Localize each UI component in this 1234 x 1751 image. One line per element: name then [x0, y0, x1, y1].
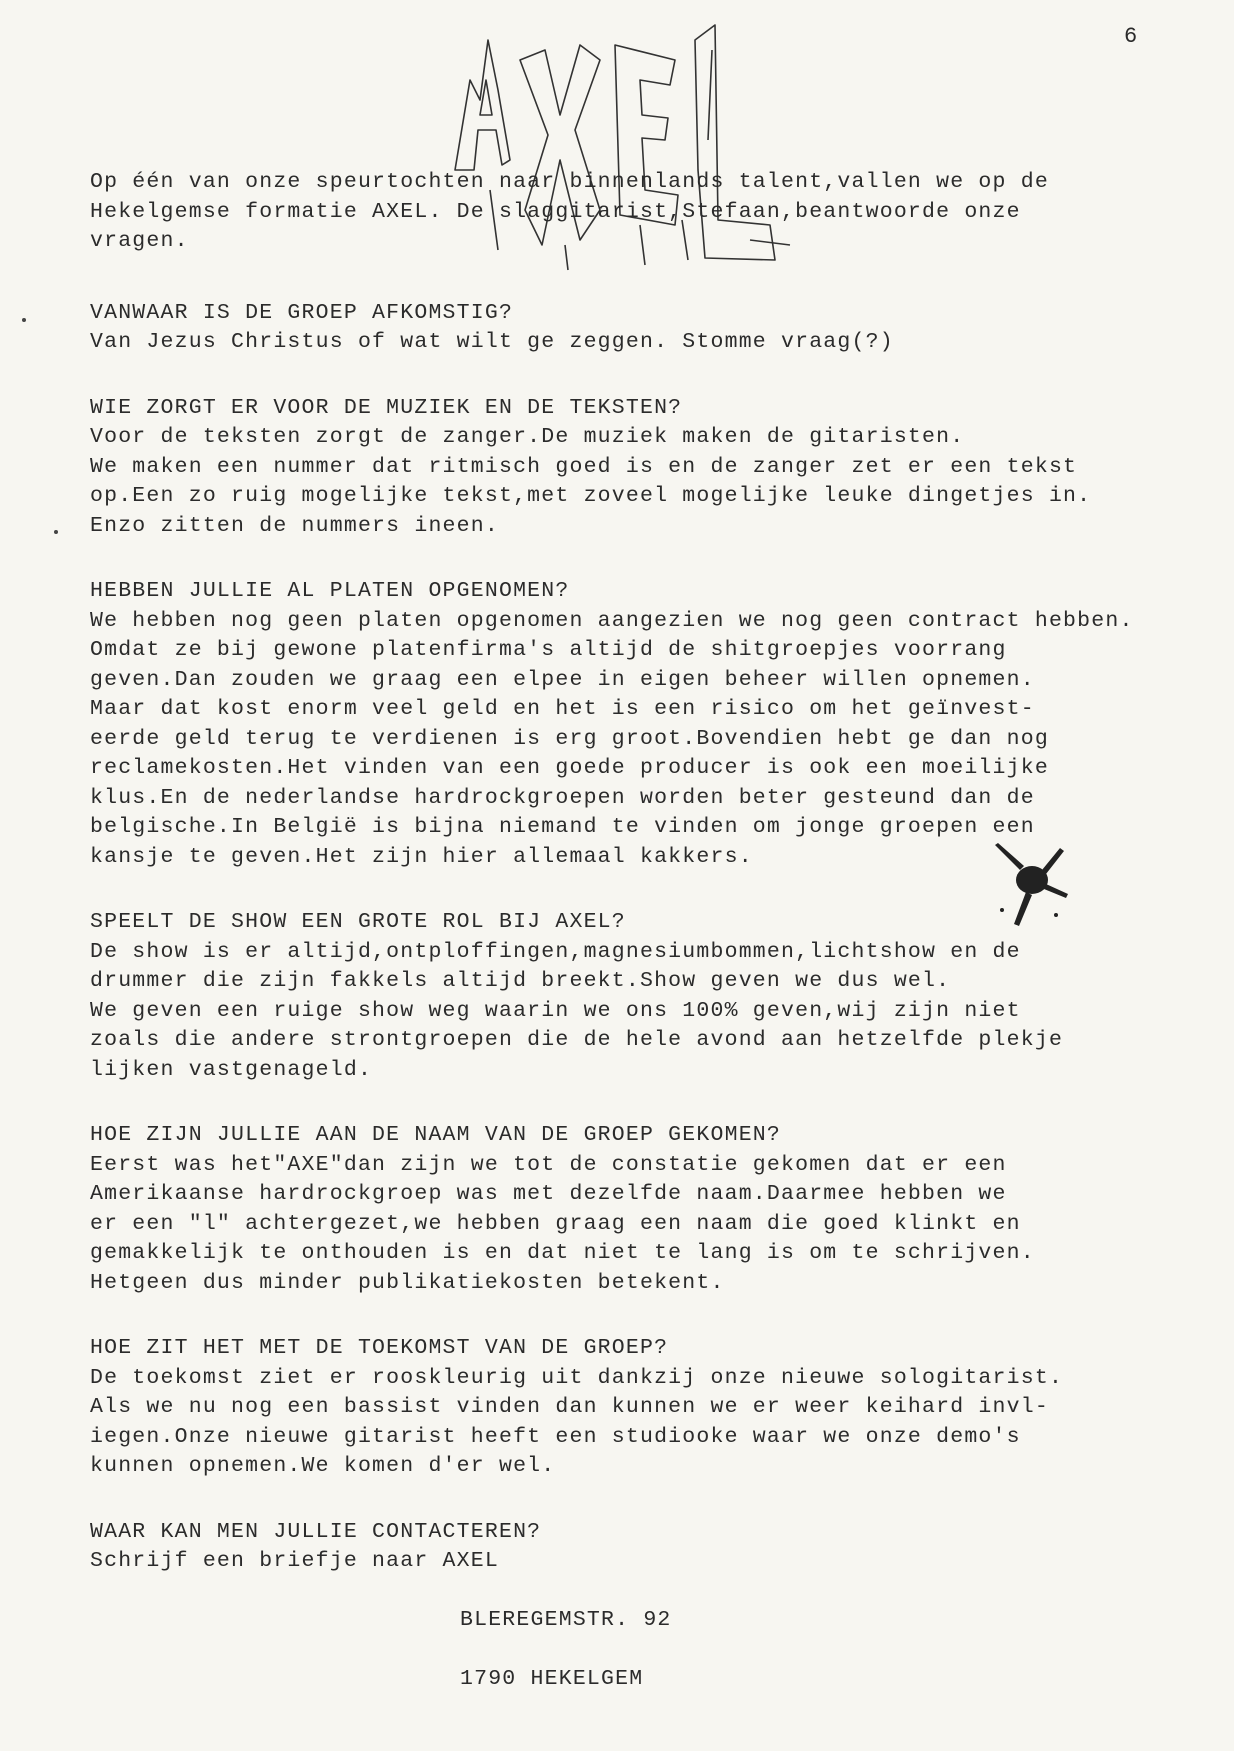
article-intro: Op één van onze speurtochten naar binnenlands talent,vallen we op de Hekelgemse formatie AXEL. De slaggitarist,Stefaan,beantwoorde onze vragen.	[90, 170, 1049, 253]
question: WIE ZORGT ER VOOR DE MUZIEK EN DE TEKSTEN?	[90, 395, 683, 420]
logo-text: AXEL	[623, 270, 627, 271]
qa-item	[90, 394, 1210, 542]
qa-item	[90, 577, 1210, 872]
qa-item-contact	[90, 1518, 1210, 1725]
qa-item	[90, 908, 1210, 1085]
answer: Eerst was het"AXE"dan zijn we tot de constatie gekomen dat er een Amerikaanse hardrockgroep was met dezelfde naam.Daarmee hebben we er een "l" achtergezet,we hebben graag een naam die goed klinkt en gemakkelijk te onthouden is en dat niet te lang is om te schrijven. Hetgeen dus minder publikatiekosten betekent.	[90, 1152, 1035, 1295]
question: HOE ZIJN JULLIE AAN DE NAAM VAN DE GROEP GEKOMEN?	[90, 1123, 782, 1147]
margin-mark	[54, 530, 58, 534]
question: HOE ZIT HET MET DE TOEKOMST VAN DE GROEP?	[90, 1336, 669, 1360]
question: VANWAAR IS DE GROEP AFKOMSTIG?	[90, 300, 514, 325]
answer: Schrijf een briefje naar AXEL	[90, 1549, 499, 1573]
question: WAAR KAN MEN JULLIE CONTACTEREN?	[90, 1519, 542, 1544]
address	[460, 1577, 1210, 1725]
page-number: 6	[1124, 24, 1138, 49]
answer: We hebben nog geen platen opgenomen aangezien we nog geen contract hebben. Omdat ze bij gewone platenfirma's altijd de shitgroepjes voorrang geven.Dan zouden we graag een elpee in eigen beheer willen opnemen. Maar dat kost enorm veel geld en het is een risico om het geïnvest- eerde geld terug te verdienen is erg groot.Bovendien hebt ge dan nog reclamekosten.Het vinden van een goede producer is ook een moeilijke klus.En de nederlandse hardrockgroepen worden beter gesteund dan de belgische.In België is bijna niemand te vinden om jonge groepen een kansje te geven.Het zijn hier allemaal kakkers.	[90, 608, 1134, 869]
address-street: BLEREGEMSTR. 92	[460, 1608, 672, 1632]
qa-item	[90, 1121, 1210, 1298]
answer: De show is er altijd,ontploffingen,magnesiumbommen,lichtshow en de drummer die zijn fakkels altijd breekt.Show geven we dus wel. We geven een ruige show weg waarin we ons 100% geven,wij zijn niet zoals die andere strontgroepen die de hele avond aan hetzelfde plekje lijken vastgenageld.	[90, 939, 1064, 1082]
qa-item	[90, 1334, 1210, 1482]
ink-splatter-icon	[990, 840, 1070, 930]
question: HEBBEN JULLIE AL PLATEN OPGENOMEN?	[90, 579, 570, 603]
address-city: 1790 HEKELGEM	[460, 1667, 644, 1691]
margin-mark	[22, 318, 26, 322]
answer: De toekomst ziet er rooskleurig uit dankzij onze nieuwe sologitarist. Als we nu nog een bassist vinden dan kunnen we er weer keihard invl- iegen.Onze nieuwe gitarist heeft een studiooke waar we onze demo's kunnen opnemen.We komen d'er wel.	[90, 1365, 1064, 1478]
answer: Van Jezus Christus of wat wilt ge zeggen. Stomme vraag(?)	[90, 330, 894, 354]
question: SPEELT DE SHOW EEN GROTE ROL BIJ AXEL?	[90, 910, 626, 934]
qa-item	[90, 299, 1210, 358]
answer: Voor de teksten zorgt de zanger.De muziek maken de gitaristen. We maken een nummer dat ritmisch goed is en de zanger zet er een tekst op.Een zo ruig mogelijke tekst,met zoveel mogelijke leuke dingetjes in. Enzo zitten de nummers ineen.	[90, 425, 1092, 538]
article	[90, 168, 1210, 1724]
